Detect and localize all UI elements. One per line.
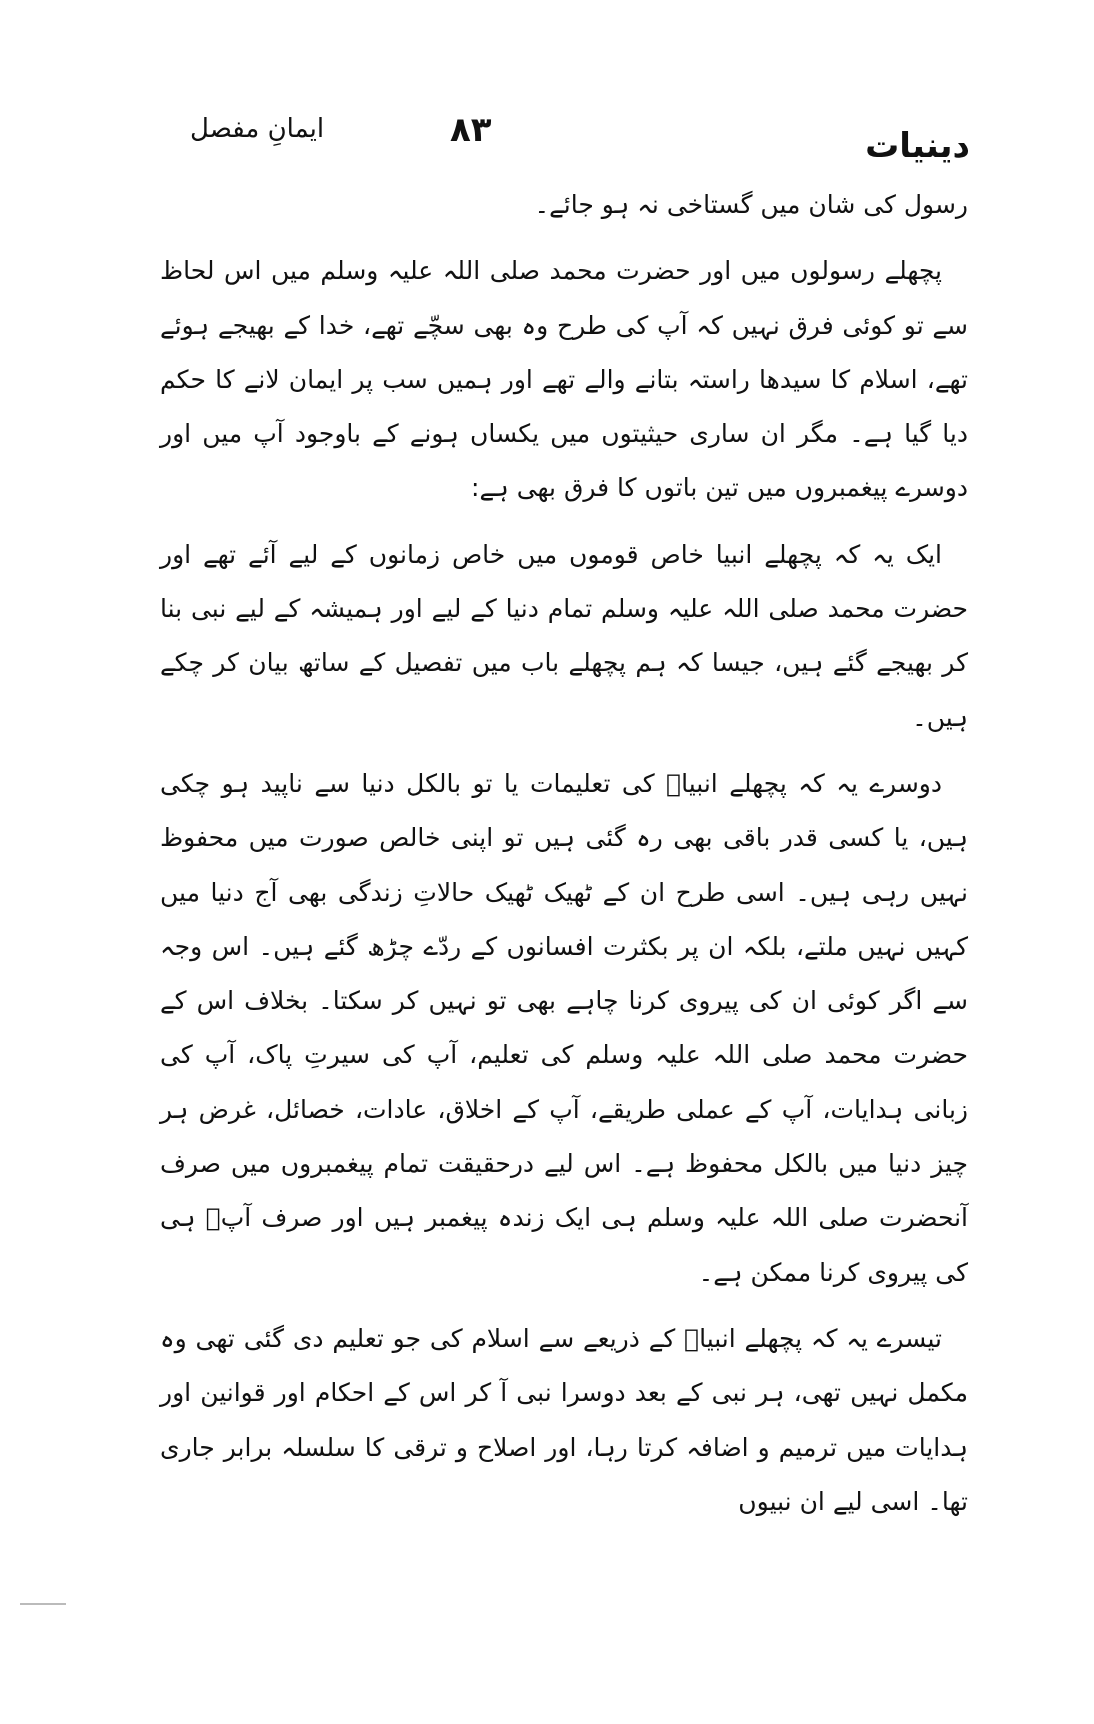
paragraph-5: تیسرے یہ کہ پچھلے انبیاؑ کے ذریعے سے اسلام کی جو تعلیم دی گئی تھی وہ مکمل نہیں تھی، ہر نبی کے بعد دوسرا نبی آ کر اس کے احکام اور قوانین اور ہدایات میں ترمیم و اضافہ کرتا رہا، اور اصلاح و ترقی کا سلسلہ برابر جاری تھا۔ اسی لیے ان نبیوں	[160, 1323, 968, 1516]
page-number: ۸۳	[450, 110, 492, 150]
chapter-title: ایمانِ مفصل	[190, 114, 325, 144]
paragraph-1: رسول کی شان میں گستاخی نہ ہو جائے۔	[534, 190, 968, 219]
paragraph-3: ایک یہ کہ پچھلے انبیا خاص قوموں میں خاص زمانوں کے لیے آئے تھے اور حضرت محمد صلی اللہ علیہ وسلم تمام دنیا کے لیے اور ہمیشہ کے لیے نبی بنا کر بھیجے گئے ہیں، جیسا کہ ہم پچھلے باب میں تفصیل کے ساتھ بیان کر چکے ہیں۔	[160, 539, 968, 732]
running-header	[150, 110, 970, 170]
paragraph-2: پچھلے رسولوں میں اور حضرت محمد صلی اللہ علیہ وسلم میں اس لحاظ سے تو کوئی فرق نہیں کہ آپ کی طرح وہ بھی سچّے تھے، خدا کے بھیجے ہوئے تھے، اسلام کا سیدھا راستہ بتانے والے تھے اور ہمیں سب پر ایمان لانے کا حکم دیا گیا ہے۔ مگر ان ساری حیثیتوں میں یکساں ہونے کے باوجود آپ میں اور دوسرے پیغمبروں میں تین باتوں کا فرق بھی ہے:	[160, 256, 968, 503]
book-title: دینیات	[865, 126, 970, 166]
footer-rule	[20, 1603, 66, 1605]
body-text	[160, 178, 968, 1541]
paragraph-4: دوسرے یہ کہ پچھلے انبیاؑ کی تعلیمات یا تو بالکل دنیا سے ناپید ہو چکی ہیں، یا کسی قدر باقی بھی رہ گئی ہیں تو اپنی خالص صورت میں محفوظ نہیں رہی ہیں۔ اسی طرح ان کے ٹھیک ٹھیک حالاتِ زندگی بھی آج دنیا میں کہیں نہیں ملتے، بلکہ ان پر بکثرت افسانوں کے ردّے چڑھ گئے ہیں۔ اس وجہ سے اگر کوئی ان کی پیروی کرنا چاہے بھی تو نہیں کر سکتا۔ بخلاف اس کے حضرت محمد صلی اللہ علیہ وسلم کی تعلیم، آپ کی سیرتِ پاک، آپ کی زبانی ہدایات، آپ کے عملی طریقے، آپ کے اخلاق، عادات، خصائل، غرض ہر چیز دنیا میں بالکل محفوظ ہے۔ اس لیے درحقیقت تمام پیغمبروں میں صرف آنحضرت صلی اللہ علیہ وسلم ہی ایک زندہ پیغمبر ہیں اور صرف آپؐ ہی کی پیروی کرنا ممکن ہے۔	[160, 768, 968, 1287]
